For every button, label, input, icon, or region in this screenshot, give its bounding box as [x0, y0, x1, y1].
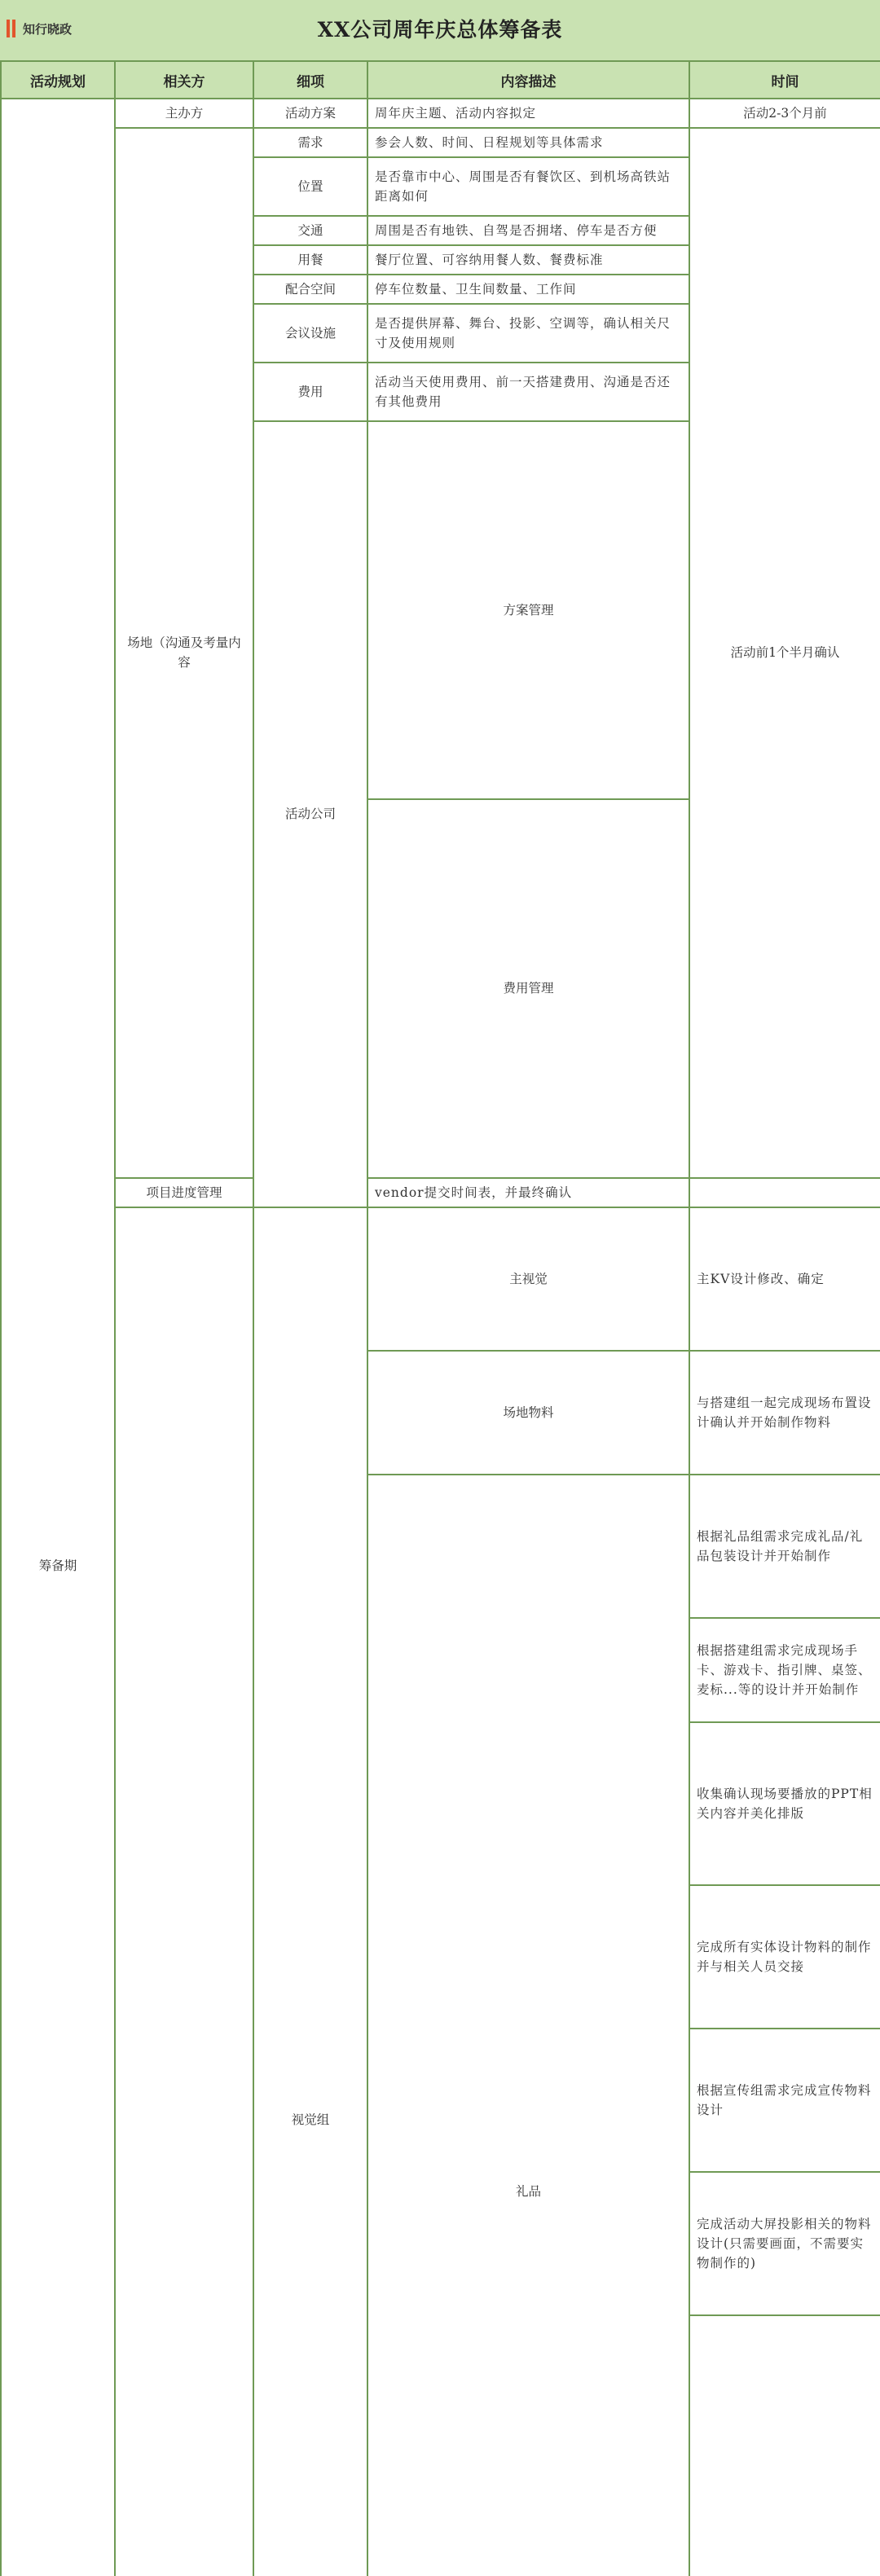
table-row: [1, 1207, 880, 1351]
table-cell: 用餐: [253, 245, 367, 275]
table-cell: 位置: [253, 157, 367, 216]
table-row: [1, 99, 880, 128]
table-cell: 根据宣传组需求完成宣传物料设计: [689, 2029, 880, 2172]
table-cell: 会议设施: [253, 304, 367, 363]
header-stage: 活动规划: [1, 61, 115, 99]
table-cell: 参会人数、时间、日程规划等具体需求: [367, 128, 689, 157]
table-cell: 根据搭建组需求完成现场手卡、游戏卡、指引牌、桌签、麦标...等的设计并开始制作: [689, 1618, 880, 1722]
table-cell: 场地（沟通及考量内容: [115, 128, 253, 1178]
table-cell: 活动公司: [253, 421, 367, 1207]
table-cell: 主办方: [115, 99, 253, 128]
header-description: 内容描述: [367, 61, 689, 99]
table-cell: 完成所有实体设计物料的制作并与相关人员交接: [689, 1885, 880, 2029]
table-cell: [689, 2315, 880, 2576]
header-item: 细项: [253, 61, 367, 99]
table-cell: 需求: [253, 128, 367, 157]
table-cell: 费用管理: [367, 799, 689, 1177]
table-cell: 是否提供屏幕、舞台、投影、空调等，确认相关尺寸及使用规则: [367, 304, 689, 363]
table-cell: 活动2-3个月前: [689, 99, 880, 128]
table-cell: 周年庆主题、活动内容拟定: [367, 99, 689, 128]
table-cell: 与搭建组一起完成现场布置设计确认并开始制作物料: [689, 1351, 880, 1475]
table-cell: 交通: [253, 216, 367, 245]
stage-cell: [115, 1207, 253, 2576]
plan-table: [0, 60, 880, 2576]
page-title: XX公司周年庆总体筹备表: [317, 18, 563, 42]
title-bar: [0, 0, 880, 61]
table-row: [1, 128, 880, 157]
table-cell: 配合空间: [253, 275, 367, 304]
table-cell: 周围是否有地铁、自驾是否拥堵、停车是否方便: [367, 216, 689, 245]
brand-mark-icon: [7, 20, 10, 37]
table-cell: 活动方案: [253, 99, 367, 128]
table-cell: 是否靠市中心、周围是否有餐饮区、到机场高铁站距离如何: [367, 157, 689, 216]
header-time: 时间: [689, 61, 880, 99]
table-cell: 项目进度管理: [115, 1178, 253, 1207]
brand-name: 知行晓政: [23, 21, 73, 37]
table-cell: 根据礼品组需求完成礼品/礼品包装设计并开始制作: [689, 1475, 880, 1618]
table-cell: 费用: [253, 363, 367, 421]
table-cell: 完成活动大屏投影相关的物料设计(只需要画面，不需要实物制作的): [689, 2172, 880, 2315]
table-cell: 收集确认现场要播放的PPT相关内容并美化排版: [689, 1722, 880, 1885]
brand-logo: [7, 18, 72, 39]
table-cell: 主KV设计修改、确定: [689, 1207, 880, 1351]
table-cell: 视觉组: [253, 1207, 367, 2576]
table-cell: 礼品: [367, 1475, 689, 2576]
plan-body: [1, 99, 880, 2576]
table-cell: 餐厅位置、可容纳用餐人数、餐费标准: [367, 245, 689, 275]
table-cell: 场地物料: [367, 1351, 689, 1475]
header-row: [1, 61, 880, 99]
table-cell: 活动当天使用费用、前一天搭建费用、沟通是否还有其他费用: [367, 363, 689, 421]
table-cell: vendor提交时间表，并最终确认: [367, 1178, 689, 1207]
brand-mark-icon: [12, 20, 15, 37]
header-party: 相关方: [115, 61, 253, 99]
table-cell: 方案管理: [367, 421, 689, 799]
table-cell: 停车位数量、卫生间数量、工作间: [367, 275, 689, 304]
table-cell: 活动前1个半月确认: [689, 128, 880, 1178]
table-row: [1, 1178, 880, 1207]
table-cell: 主视觉: [367, 1207, 689, 1351]
stage-cell: 筹备期: [1, 99, 115, 2576]
